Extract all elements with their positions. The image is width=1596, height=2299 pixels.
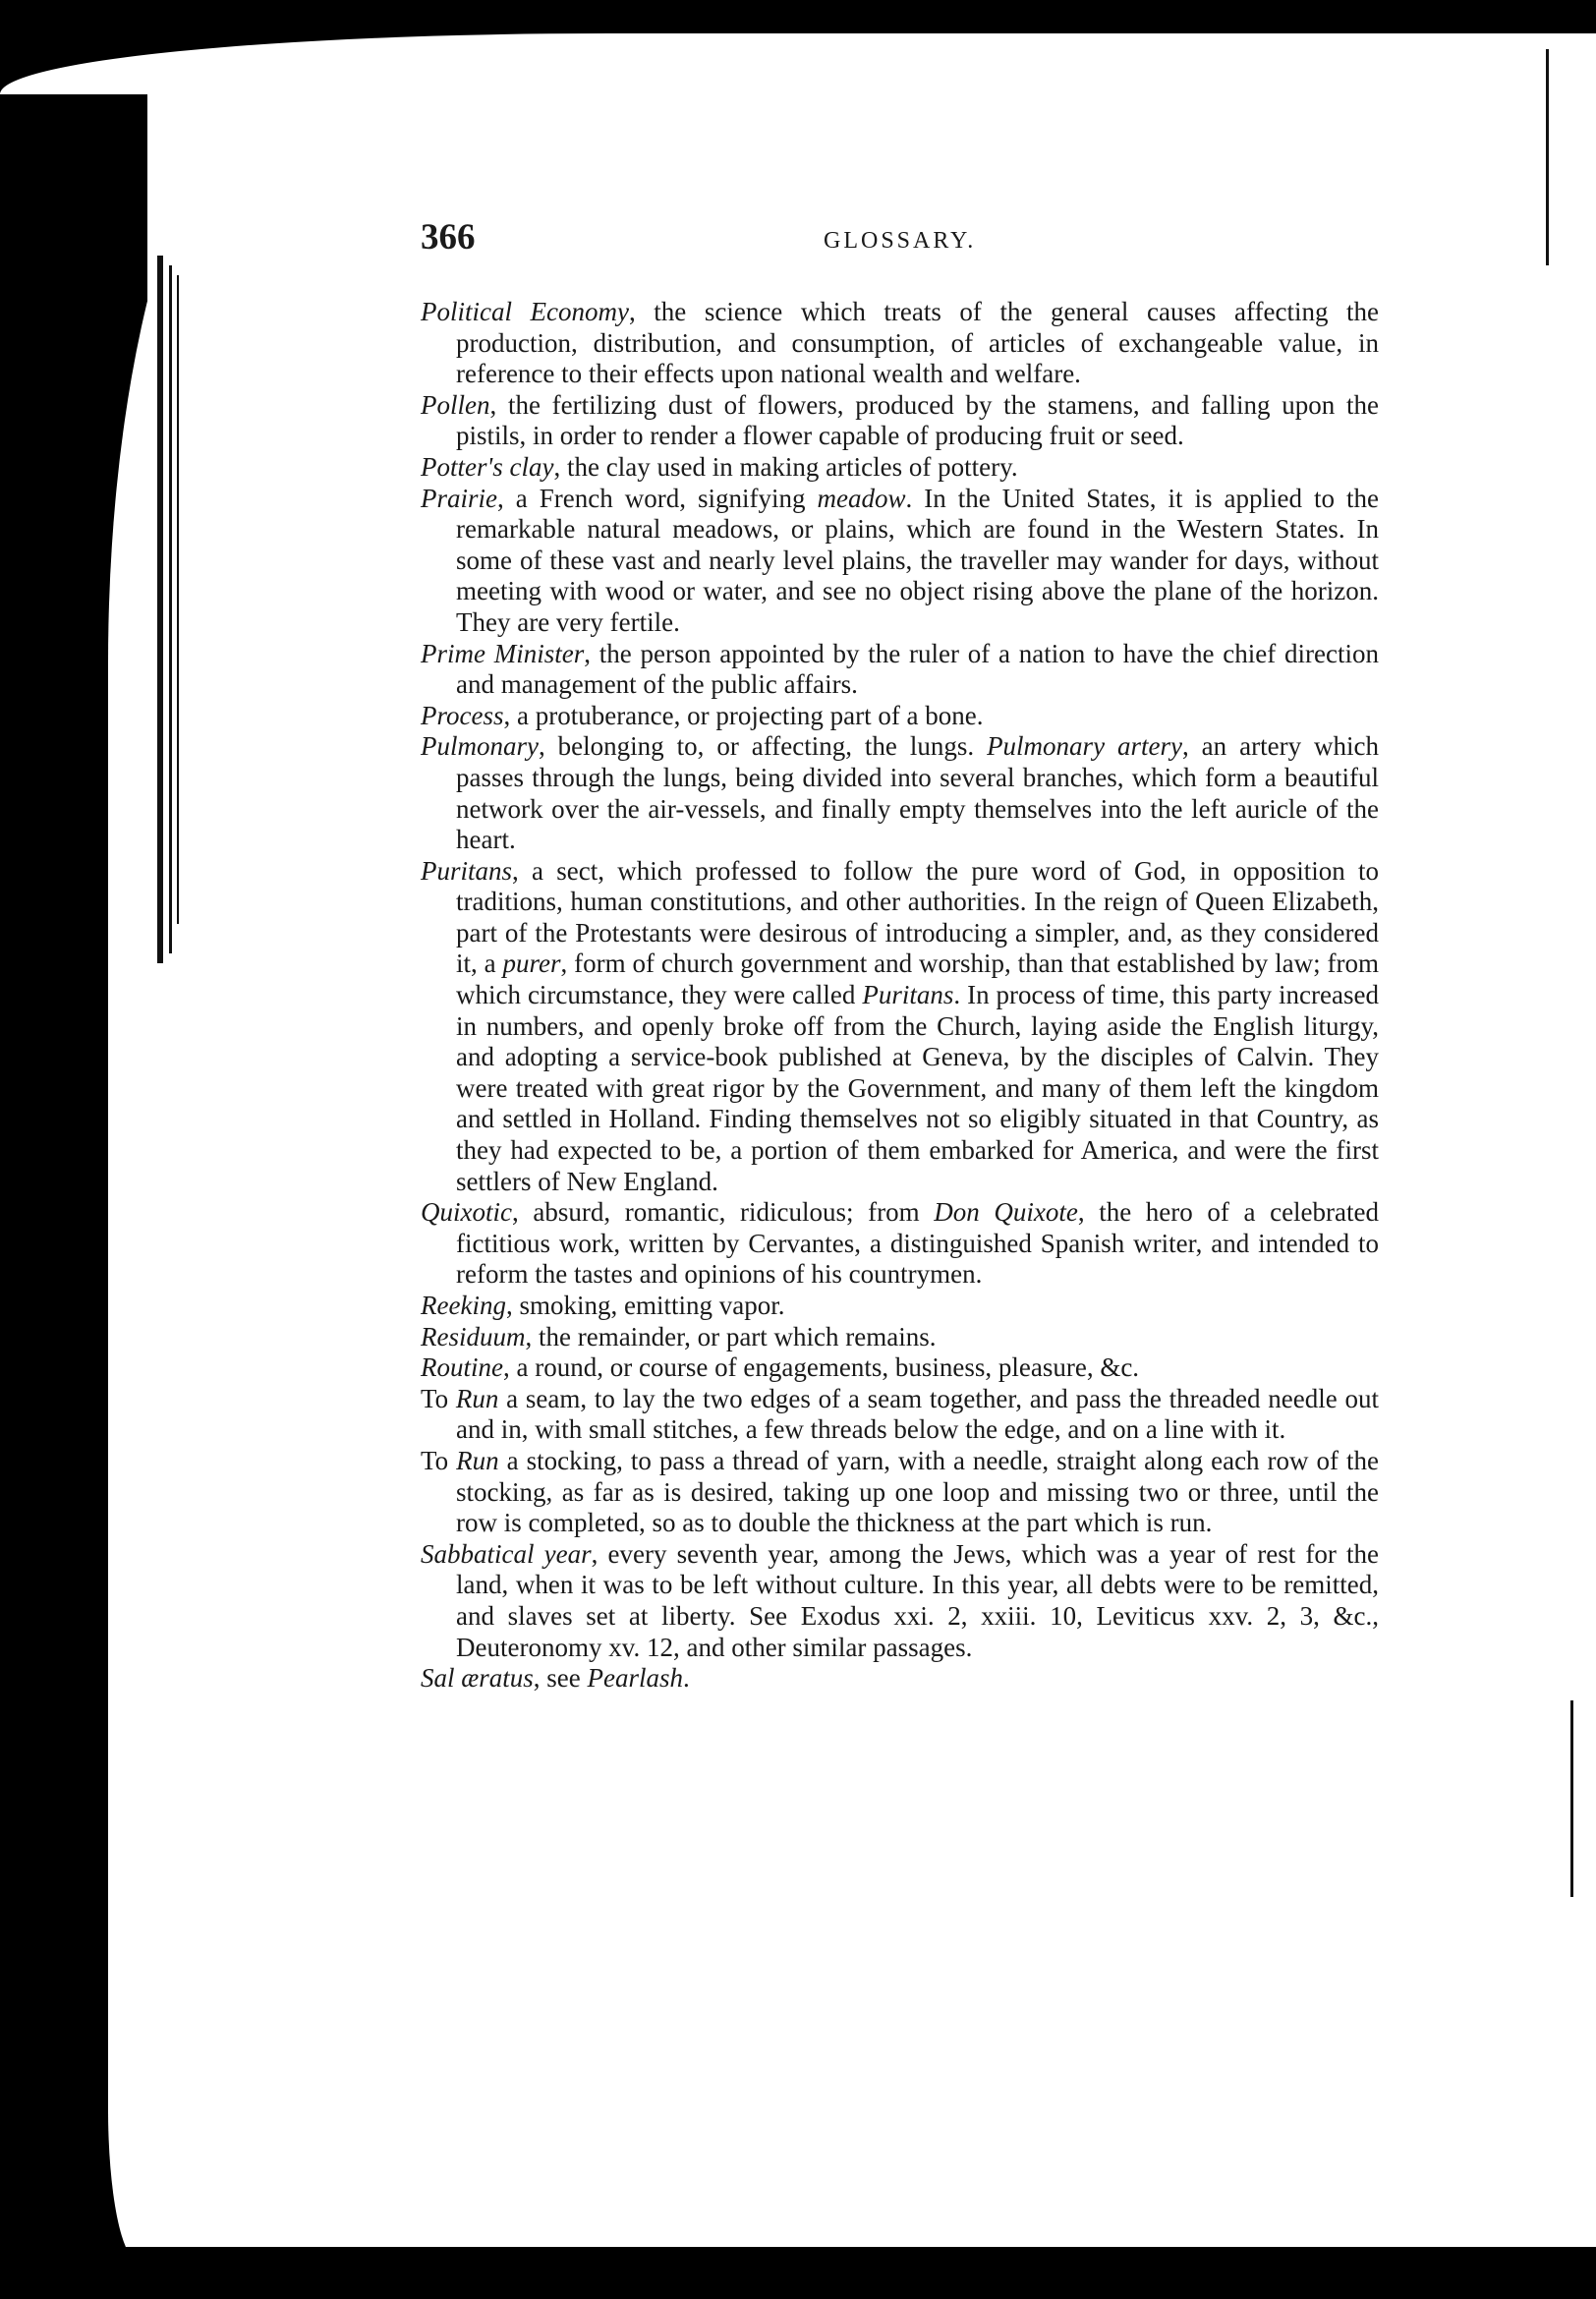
entry-text: , the science which treats of the general causes affecting the production, distribution, and consumption, of articles of exchangeable value, in reference to their effects upon national wealth and welfare. xyxy=(456,297,1379,389)
glossary-entry xyxy=(421,1446,1379,1539)
entry-text: , the remainder, or part which remains. xyxy=(525,1321,937,1351)
entry-text: , a round, or course of engagements, business, pleasure, &c. xyxy=(502,1352,1140,1383)
running-head xyxy=(421,206,1403,265)
entry-emphasis: Puritans xyxy=(862,980,954,1010)
entry-text: , belonging to, or affecting, the lungs. xyxy=(538,731,988,762)
binding-shadow xyxy=(169,265,172,953)
entry-text: , the fertilizing dust of flowers, produced by the stamens, and falling upon the pistils, in order to render a flower capable of producing fruit or seed. xyxy=(456,389,1379,451)
entry-text: To xyxy=(421,1445,457,1475)
entry-text: , a protuberance, or projecting part of a bone. xyxy=(503,700,984,730)
glossary-entry xyxy=(421,1322,1379,1353)
glossary-entry xyxy=(421,297,1379,390)
book-page xyxy=(421,206,1403,1694)
glossary-entry xyxy=(421,639,1379,701)
glossary-entries xyxy=(421,297,1379,1695)
entry-term: Run xyxy=(455,1383,499,1413)
entry-text: , the person appointed by the ruler of a nation to have the chief direction and management of the public affairs. xyxy=(456,638,1379,700)
entry-term: Run xyxy=(456,1445,499,1475)
glossary-entry xyxy=(421,390,1379,452)
glossary-entry xyxy=(421,856,1379,1198)
binding-shadow xyxy=(157,256,163,963)
entry-emphasis: Pulmonary artery xyxy=(987,731,1182,762)
entry-term: Routine xyxy=(421,1352,503,1383)
entry-term: Pollen xyxy=(421,389,490,420)
entry-text: a seam, to lay the two edges of a seam together, and pass the threaded needle out and in, with small stitches, a few threads below the edge, and on a line with it. xyxy=(456,1383,1379,1445)
right-edge-mark xyxy=(1570,1700,1573,1897)
entry-emphasis: Pearlash xyxy=(587,1663,684,1694)
entry-text: , the hero of a celebrated fictitious work, written by Cervantes, a distinguished Spanish writer, and intended to reform the tastes and opinions of his countrymen. xyxy=(456,1197,1380,1290)
glossary-entry xyxy=(421,701,1379,732)
entry-text: , the clay used in making articles of pottery. xyxy=(553,451,1018,482)
glossary-entry xyxy=(421,1197,1379,1291)
entry-text: a stocking, to pass a thread of yarn, with a needle, straight along each row of the stocking, as far as is desired, taking up one loop and missing two or three, until the row is completed, so as to double the thickness at the part which is run. xyxy=(456,1445,1380,1538)
entry-text: , form of church government and worship, than that established by law; from which circumstance, they were called xyxy=(456,948,1379,1010)
page-title: GLOSSARY. xyxy=(824,228,977,254)
glossary-entry xyxy=(421,1384,1379,1446)
entry-text: To xyxy=(421,1383,456,1413)
entry-term: Pulmonary xyxy=(421,731,539,762)
entry-text: , an artery which passes through the lungs, being divided into several branches, which form a beautiful network over the air-vessels, and finally empty themselves into the left auricle of the heart. xyxy=(456,731,1380,855)
entry-text: . In the United States, it is applied to the remarkable natural meadows, or plains, which are found in the Western States. In some of these vast and nearly level plains, the traveller may wander for days, without meeting with wood or water, and see no object rising above the plane of the horizon. They are very fertile. xyxy=(456,483,1379,637)
entry-term: Residuum xyxy=(421,1321,526,1351)
glossary-entry xyxy=(421,484,1379,639)
entry-emphasis: meadow xyxy=(817,483,906,513)
glossary-entry xyxy=(421,1663,1379,1695)
page-edge-left xyxy=(108,59,305,2261)
entry-term: Political Economy xyxy=(421,297,629,326)
glossary-entry xyxy=(421,1352,1379,1384)
page-number: 366 xyxy=(421,217,476,258)
binding-shadow xyxy=(177,275,179,924)
entry-text: , a sect, which professed to follow the pure word of God, in opposition to traditions, human constitutions, and other authorities. In the reign of Queen Elizabeth, part of the Protestants were desirous of introducing a simpler, and, as they considered it, a xyxy=(456,855,1379,979)
entry-text: , every seventh year, among the Jews, which was a year of rest for the land, when it was to be left without culture. In this year, all debts were to be remitted, and slaves set at liberty. See Exodus xxi. 2, xxiii. 10, Leviticus xxv. 2, 3, &c., Deuteronomy xv. 12, and other similar passages. xyxy=(456,1538,1379,1662)
entry-text: . xyxy=(683,1663,690,1694)
entry-term: Potter's clay xyxy=(421,451,554,482)
glossary-entry xyxy=(421,1291,1379,1322)
entry-term: Reeking xyxy=(421,1291,506,1320)
scan-border-bottom xyxy=(0,2247,1596,2299)
entry-emphasis: Don Quixote xyxy=(934,1197,1078,1228)
entry-term: Sabbatical year xyxy=(421,1538,592,1569)
entry-text: . In process of time, this party increased in numbers, and openly broke off from the Church, laying aside the English liturgy, and adopting a service-book published at Geneva, by the disciples of Calvin. They were treated with great rigor by the Government, and many of them left the kingdom and settled in Holland. Finding themselves not so eligibly situated in that Country, as they had expected to be, a portion of them embarked for America, and were the first settlers of New England. xyxy=(456,980,1379,1196)
entry-term: Process xyxy=(421,700,504,730)
glossary-entry xyxy=(421,1539,1379,1663)
entry-text: , smoking, emitting vapor. xyxy=(505,1291,785,1320)
entry-term: Quixotic xyxy=(421,1197,512,1228)
glossary-entry xyxy=(421,452,1379,484)
right-edge-mark xyxy=(1546,49,1549,265)
entry-term: Sal æratus xyxy=(421,1663,534,1694)
entry-text: , absurd, romantic, ridiculous; from xyxy=(511,1197,935,1228)
entry-text: , see xyxy=(533,1663,588,1694)
entry-term: Prairie xyxy=(421,483,497,513)
entry-term: Prime Minister xyxy=(421,638,585,668)
glossary-entry xyxy=(421,731,1379,855)
entry-text: , a French word, signifying xyxy=(497,483,818,513)
entry-emphasis: purer xyxy=(502,948,561,979)
entry-term: Puritans xyxy=(421,855,513,886)
